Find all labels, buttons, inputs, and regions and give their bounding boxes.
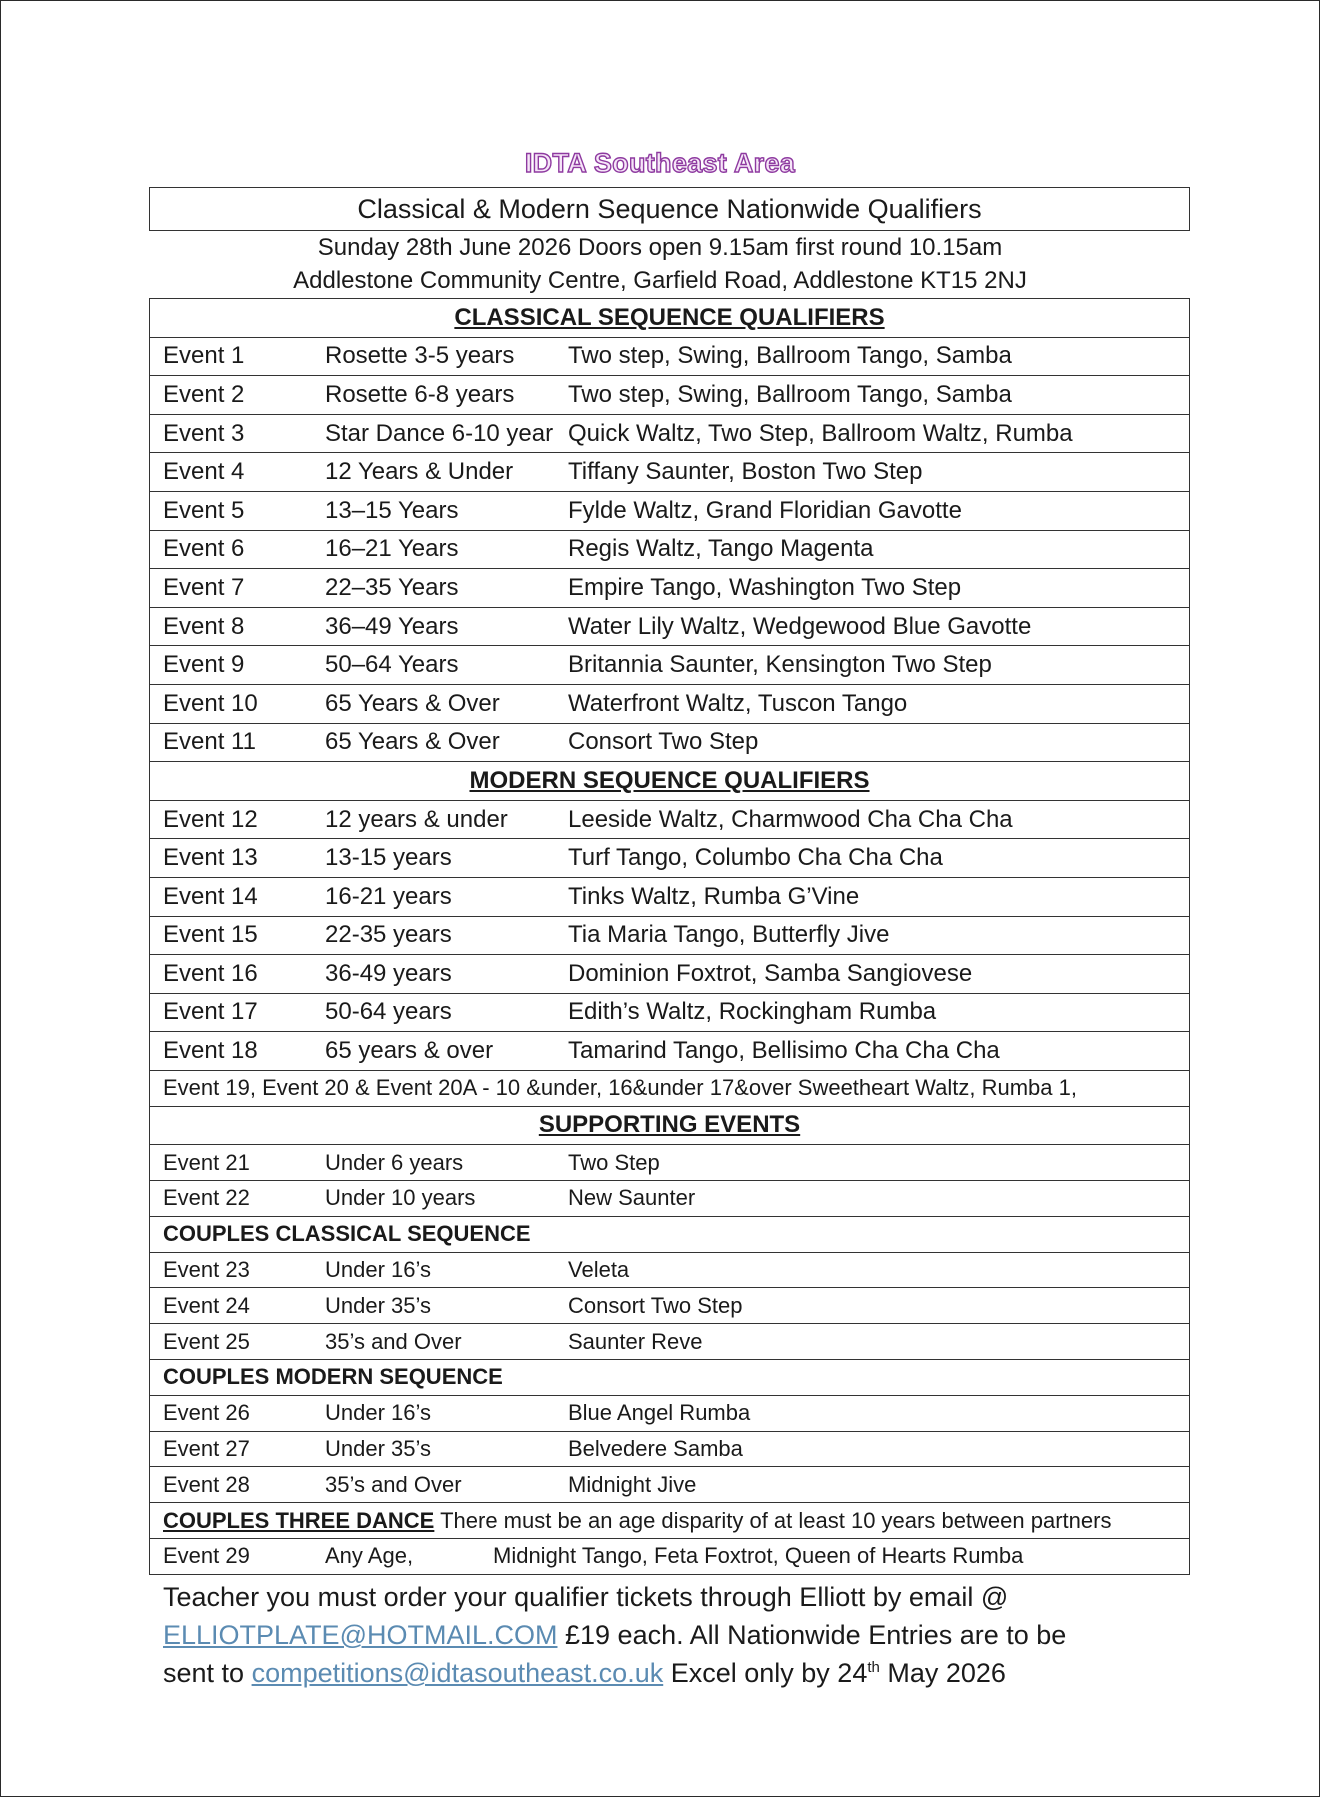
event-number: Event 7 xyxy=(163,573,245,601)
footer-line-2 xyxy=(163,1616,1183,1654)
dances: Britannia Saunter, Kensington Two Step xyxy=(568,651,992,679)
dances: Turf Tango, Columbo Cha Cha Cha xyxy=(568,844,943,872)
event-number: Event 26 xyxy=(163,1400,250,1426)
age-group: Under 6 years xyxy=(325,1149,464,1175)
org-title: IDTA Southeast Area xyxy=(524,148,796,178)
event-row xyxy=(150,531,1189,570)
couples-classical-heading: COUPLES CLASSICAL SEQUENCE xyxy=(150,1217,1189,1253)
dances: Empire Tango, Washington Two Step xyxy=(568,573,962,601)
event-number: Event 18 xyxy=(163,1037,258,1065)
supporting-rows xyxy=(150,1145,1189,1217)
event-number: Event 3 xyxy=(163,419,245,447)
event-row xyxy=(150,724,1189,763)
three-dance-note: There must be an age disparity of at least 10 years between partners xyxy=(440,1507,1112,1533)
age-group: Any Age, xyxy=(325,1543,414,1569)
event-number: Event 9 xyxy=(163,651,245,679)
event-number: Event 27 xyxy=(163,1436,250,1462)
event-row xyxy=(150,376,1189,415)
three-dance-heading-row xyxy=(150,1503,1189,1539)
dances: Consort Two Step xyxy=(568,728,759,756)
event-row xyxy=(150,492,1189,531)
event-number: Event 8 xyxy=(163,612,245,640)
event-number: Event 1 xyxy=(163,342,245,370)
age-group: 36–49 Years xyxy=(325,612,459,640)
email-link-elliott[interactable]: ELLIOTPLATE@HOTMAIL.COM xyxy=(163,1620,558,1650)
event-number: Event 13 xyxy=(163,844,258,872)
event-row xyxy=(150,338,1189,377)
event-number: Event 17 xyxy=(163,998,258,1026)
age-group: 22–35 Years xyxy=(325,573,459,601)
age-group: 65 Years & Over xyxy=(325,728,500,756)
dances: Consort Two Step xyxy=(568,1292,743,1318)
event-row xyxy=(150,569,1189,608)
event-row xyxy=(150,1396,1189,1432)
combined-events-text: Event 19, Event 20 & Event 20A - 10 &under, 16&under 17&over Sweetheart Waltz, Rumba 1, xyxy=(163,1075,1077,1101)
event-row xyxy=(150,1432,1189,1468)
event-row xyxy=(150,1032,1189,1071)
dances: Quick Waltz, Two Step, Ballroom Waltz, Rumba xyxy=(568,419,1073,447)
event-number: Event 28 xyxy=(163,1471,250,1497)
age-group: Under 16’s xyxy=(325,1257,431,1283)
main-title: Classical & Modern Sequence Nationwide Qualifiers xyxy=(149,187,1190,231)
dances: Veleta xyxy=(568,1257,630,1283)
event-row xyxy=(150,1467,1189,1503)
event-number: Event 16 xyxy=(163,959,258,987)
footer-price-text: £19 each. All Nationwide Entries are to be xyxy=(565,1620,1067,1650)
event-number: Event 14 xyxy=(163,882,258,910)
dances: Two step, Swing, Ballroom Tango, Samba xyxy=(568,342,1012,370)
modern-heading: MODERN SEQUENCE QUALIFIERS xyxy=(150,762,1189,801)
events-table xyxy=(149,298,1190,1575)
event-number: Event 4 xyxy=(163,458,245,486)
event-row xyxy=(150,878,1189,917)
dances: Saunter Reve xyxy=(568,1328,703,1354)
event-row xyxy=(150,955,1189,994)
event-row xyxy=(150,415,1189,454)
dances: Dominion Foxtrot, Samba Sangiovese xyxy=(568,959,973,987)
supporting-heading: SUPPORTING EVENTS xyxy=(150,1107,1189,1146)
age-group: 50–64 Years xyxy=(325,651,459,679)
dances: Two step, Swing, Ballroom Tango, Samba xyxy=(568,380,1012,408)
three-dance-heading-text xyxy=(163,1508,1111,1534)
age-group: 13–15 Years xyxy=(325,496,459,524)
dances: Waterfront Waltz, Tuscon Tango xyxy=(568,689,908,717)
footer-ordinal: th xyxy=(867,1659,880,1676)
dances: Belvedere Samba xyxy=(568,1436,743,1462)
dances: Tinks Waltz, Rumba G’Vine xyxy=(568,882,860,910)
event-number: Event 23 xyxy=(163,1257,250,1283)
event-row xyxy=(150,917,1189,956)
event-row xyxy=(150,1145,1189,1181)
event-number: Event 22 xyxy=(163,1185,250,1211)
event-number: Event 12 xyxy=(163,805,258,833)
footer-deadline: May 2026 xyxy=(887,1658,1006,1688)
classical-rows xyxy=(150,338,1189,763)
event-number: Event 2 xyxy=(163,380,245,408)
event-number: Event 10 xyxy=(163,689,258,717)
dances: Water Lily Waltz, Wedgewood Blue Gavotte xyxy=(568,612,1032,640)
dances: Regis Waltz, Tango Magenta xyxy=(568,535,874,563)
dances: Tia Maria Tango, Butterfly Jive xyxy=(568,921,890,949)
event-number: Event 5 xyxy=(163,496,245,524)
age-group: 16-21 years xyxy=(325,882,452,910)
age-group: 16–21 Years xyxy=(325,535,459,563)
dances: Edith’s Waltz, Rockingham Rumba xyxy=(568,998,937,1026)
three-dance-row xyxy=(150,1539,1189,1575)
footer-line-3 xyxy=(163,1654,1183,1692)
age-group: 65 years & over xyxy=(325,1037,494,1065)
event-number: Event 15 xyxy=(163,921,258,949)
age-group: Rosette 3-5 years xyxy=(325,342,515,370)
footer-line-1: Teacher you must order your qualifier tickets through Elliott by email @ xyxy=(163,1582,1009,1612)
age-group: Under 16’s xyxy=(325,1400,431,1426)
event-number: Event 25 xyxy=(163,1328,250,1354)
event-number: Event 21 xyxy=(163,1149,250,1175)
dances: Tiffany Saunter, Boston Two Step xyxy=(568,458,923,486)
age-group: 65 Years & Over xyxy=(325,689,500,717)
event-row xyxy=(150,1181,1189,1217)
event-row xyxy=(150,608,1189,647)
age-group: Under 35’s xyxy=(325,1436,431,1462)
event-row xyxy=(150,685,1189,724)
event-number: Event 11 xyxy=(163,728,256,756)
event-row xyxy=(150,801,1189,840)
dances: New Saunter xyxy=(568,1185,696,1211)
date-line: Sunday 28th June 2026 Doors open 9.15am first round 10.15am xyxy=(317,234,1003,261)
dances: Midnight Tango, Feta Foxtrot, Queen of Hearts Rumba xyxy=(493,1543,1024,1569)
footer-note xyxy=(163,1578,1183,1692)
event-number: Event 24 xyxy=(163,1292,250,1318)
event-row xyxy=(150,994,1189,1033)
event-number: Event 29 xyxy=(163,1543,250,1569)
three-dance-heading: COUPLES THREE DANCE xyxy=(163,1507,435,1533)
couples-classical-rows xyxy=(150,1253,1189,1360)
age-group: 12 years & under xyxy=(325,805,508,833)
classical-heading: CLASSICAL SEQUENCE QUALIFIERS xyxy=(150,299,1189,338)
dances: Blue Angel Rumba xyxy=(568,1400,751,1426)
dances: Tamarind Tango, Bellisimo Cha Cha Cha xyxy=(568,1037,1000,1065)
age-group: 13-15 years xyxy=(325,844,452,872)
dances: Leeside Waltz, Charmwood Cha Cha Cha xyxy=(568,805,1013,833)
event-row xyxy=(150,839,1189,878)
age-group: 36-49 years xyxy=(325,959,452,987)
age-group: Under 10 years xyxy=(325,1185,476,1211)
age-group: Star Dance 6-10 year xyxy=(325,419,554,447)
event-row xyxy=(150,1288,1189,1324)
dances: Fylde Waltz, Grand Floridian Gavotte xyxy=(568,496,962,524)
age-group: 12 Years & Under xyxy=(325,458,514,486)
email-link-competitions[interactable]: competitions@idtasoutheast.co.uk xyxy=(251,1658,664,1688)
age-group: 50-64 years xyxy=(325,998,452,1026)
venue-line: Addlestone Community Centre, Garfield Road, Addlestone KT15 2NJ xyxy=(293,267,1027,294)
dances: Two Step xyxy=(568,1149,660,1175)
modern-rows xyxy=(150,801,1189,1071)
event-row xyxy=(150,453,1189,492)
age-group: 35’s and Over xyxy=(325,1328,462,1354)
age-group: Rosette 6-8 years xyxy=(325,380,515,408)
age-group: 22-35 years xyxy=(325,921,452,949)
combined-events-row xyxy=(150,1071,1189,1107)
couples-modern-rows xyxy=(150,1396,1189,1503)
event-number: Event 6 xyxy=(163,535,245,563)
dances: Midnight Jive xyxy=(568,1471,697,1497)
couples-modern-heading: COUPLES MODERN SEQUENCE xyxy=(150,1360,1189,1396)
age-group: 35’s and Over xyxy=(325,1471,462,1497)
age-group: Under 35’s xyxy=(325,1292,431,1318)
footer-sent-to: sent to xyxy=(163,1658,245,1688)
footer-excel-only: Excel only by 24 xyxy=(670,1658,868,1688)
event-row xyxy=(150,1253,1189,1289)
event-row xyxy=(150,646,1189,685)
event-row xyxy=(150,1324,1189,1360)
